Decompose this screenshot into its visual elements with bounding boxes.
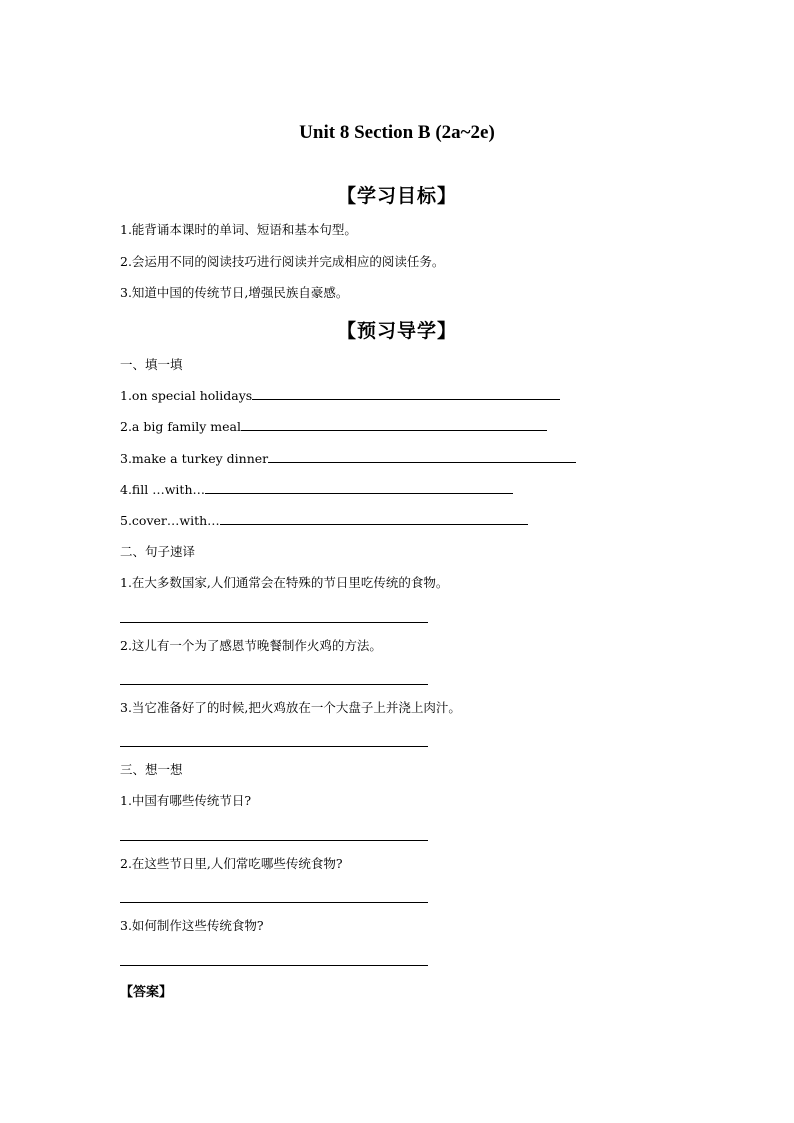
answer-line[interactable] [120,622,428,623]
think-item: 2.在这些节日里,人们常吃哪些传统食物? [120,856,343,871]
answer-blank[interactable] [252,388,560,400]
translate-item: 1.在大多数国家,人们通常会在特殊的节日里吃传统的食物。 [120,575,449,590]
fill-in-item [120,388,560,404]
fill-in-item [120,513,528,529]
phrase-text: 1.on special holidays [120,388,253,403]
answer-line[interactable] [120,684,428,685]
answer-line[interactable] [120,746,428,747]
objective-item: 2.会运用不同的阅读技巧进行阅读并完成相应的阅读任务。 [120,254,445,269]
answer-blank[interactable] [220,513,528,525]
phrase-text: 5.cover…with… [120,513,220,528]
part2-label: 二、句子速译 [120,544,196,559]
phrase-text: 4.fill …with… [120,482,206,497]
translate-item: 2.这儿有一个为了感恩节晚餐制作火鸡的方法。 [120,638,382,653]
answer-blank[interactable] [241,419,547,431]
objectives-heading: 【学习目标】 [336,185,457,207]
think-item: 1.中国有哪些传统节日? [120,793,252,808]
page-title: Unit 8 Section B (2a~2e) [299,122,495,143]
phrase-text: 3.make a turkey dinner [120,451,269,466]
answer-line[interactable] [120,902,428,903]
answer-label: 【答案】 [120,985,173,1000]
translate-item: 3.当它准备好了的时候,把火鸡放在一个大盘子上并浇上肉汁。 [120,700,461,715]
fill-in-item [120,482,513,498]
answer-line[interactable] [120,840,428,841]
objective-item: 1.能背诵本课时的单词、短语和基本句型。 [120,222,357,237]
part3-label: 三、想一想 [120,762,183,777]
fill-in-item [120,451,576,467]
answer-blank[interactable] [205,482,513,494]
objective-item: 3.知道中国的传统节日,增强民族自豪感。 [120,285,349,300]
preview-heading: 【预习导学】 [336,320,457,342]
answer-line[interactable] [120,965,428,966]
fill-in-item [120,419,547,435]
think-item: 3.如何制作这些传统食物? [120,918,264,933]
phrase-text: 2.a big family meal [120,419,241,434]
answer-blank[interactable] [268,451,576,463]
part1-label: 一、填一填 [120,357,183,372]
